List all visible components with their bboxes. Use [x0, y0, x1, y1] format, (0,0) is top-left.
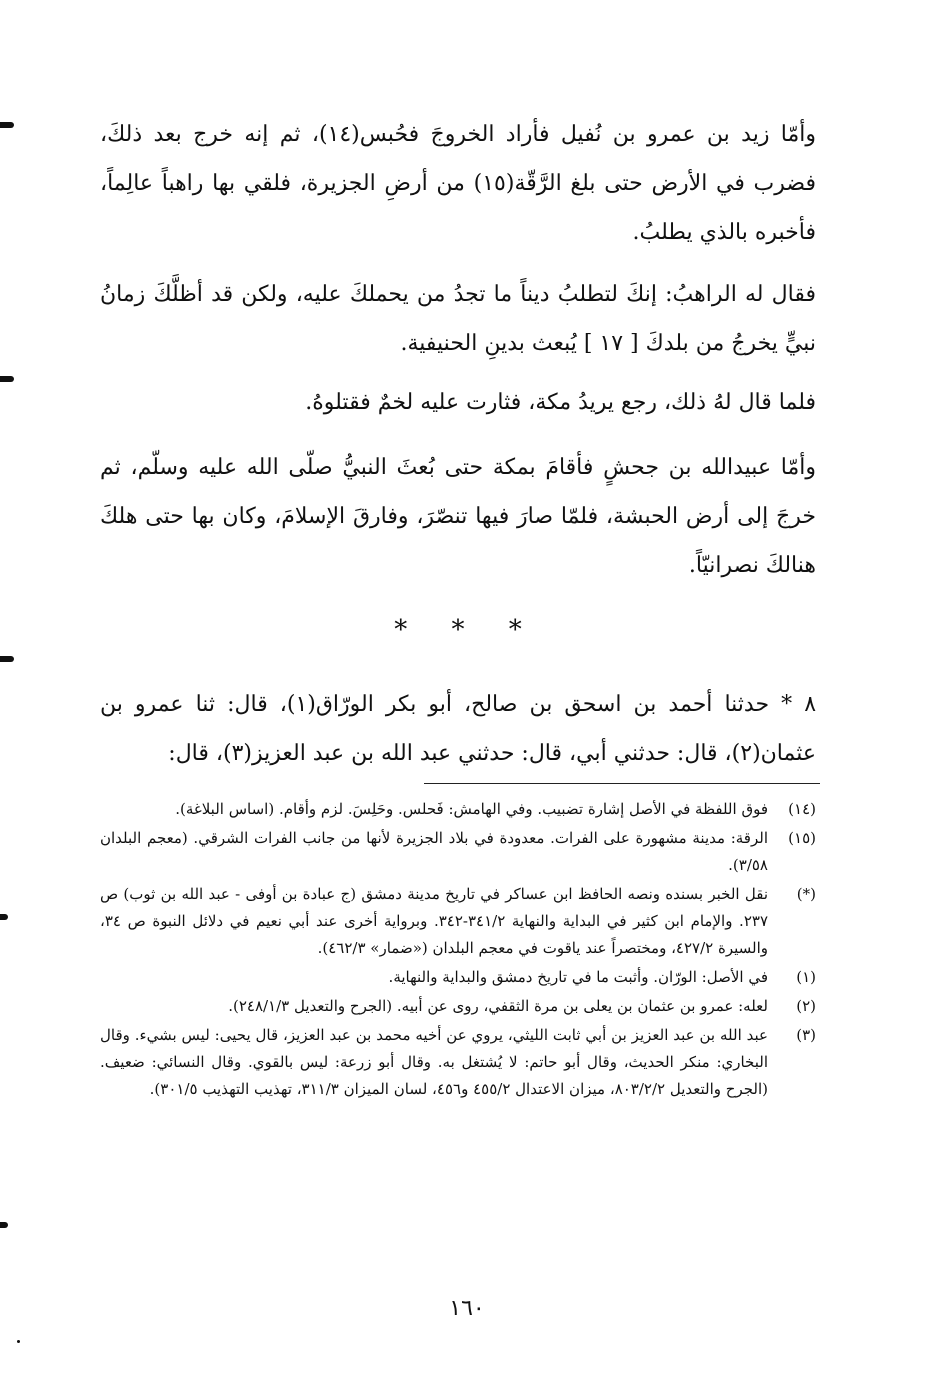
scan-margin-mark	[0, 914, 8, 920]
footnote-number: (١٤)	[788, 800, 816, 818]
paragraph-ubaydullah: وأمّا عبيدالله بن جحشٍ فأقامَ بمكة حتى بُعثَ النبيُّ صلّى الله عليه وسلّم، ثم خرجَ إلى أرض الحبشة، فلمّا صارَ فيها تنصّرَ، وفارقَ الإسلامَ، وكان بها حتى هلكَ هنالكَ نصرانيّاً.	[100, 455, 816, 578]
footnote-text: فوق اللفظة في الأصل إشارة تضبيب. وفي الهامش: فَحلس. وحَلِسَ. لزم وأقام. (اساس البلاغة).	[175, 800, 768, 818]
footnote-item	[100, 796, 816, 823]
footnote-text: في الأصل: الورّان. وأثبت ما في تاريخ دمشق والبداية والنهاية.	[388, 968, 768, 986]
footnote-item	[100, 993, 816, 1020]
footnote-text: عبد الله بن عبد العزيز بن أبي ثابت الليثي، يروي عن أخيه محمد بن عبد العزيز، قال يحيى: ليس بشيء. وقال البخاري: منكر الحديث، وقال أبو حاتم: لا يُشتغل به. وقال أبو زرعة: ليس بالقوي. وقال النسائي: ضعيف. (الجرح والتعديل ٨٠٣/٢/٢، ميزان الاعتدال ٤٥٥/٢ و٤٥٦، لسان الميزان ٣١١/٣، تهذيب التهذيب ٣٠١/٥).	[100, 1026, 768, 1098]
scan-margin-dot	[17, 1340, 20, 1343]
scan-margin-mark	[0, 656, 14, 662]
body-text-block	[100, 443, 816, 590]
paragraph-monk: فقال له الراهبُ: إنكَ لتطلبُ ديناً ما تجدُ من يحملكَ عليه، ولكن قد أظلَّكَ زمانُ نبيٍّ يخرجُ من بلدكَ [ ١٧ ] يُبعث بدينِ الحنيفية.	[100, 282, 816, 356]
footnote-text: الرقة: مدينة مشهورة على الفرات. معدودة في بلاد الجزيرة لأنها من جانب الفرات الشرقي. (معجم البلدان ٣/٥٨).	[100, 829, 768, 874]
footnote-item	[100, 964, 816, 991]
footnote-number: (١٥)	[788, 829, 816, 847]
footnotes-section	[100, 796, 816, 1105]
body-text-block	[100, 110, 816, 257]
footnote-text: نقل الخبر بسنده ونصه الحافظ ابن عساكر في تاريخ مدينة دمشق (ج عبادة بن أوفى - عبد الله بن ثوب) ص ٢٣٧. والإمام ابن كثير في البداية والنهاية ٣٤١/٢-٣٤٢. وبرواية أخرى عند أبي نعيم في دلائل النبوة ص ٣٤، والسيرة ٤٢٧/٢، ومختصراً عند ياقوت في معجم البلدان («ضمار» ٤٦٢/٣).	[100, 885, 768, 957]
footnote-text: لعله: عمرو بن عثمان بن يعلى بن مرة الثقفي، روى عن أبيه. (الجرح والتعديل ٢٤٨/١/٣).	[228, 997, 768, 1015]
footnote-number: (*)	[796, 885, 816, 903]
paragraph-hadith-8: ٨ * حدثنا أحمد بن اسحق بن صالح، أبو بكر الورّاق(١)، قال: ثنا عمرو بن عثمان(٢)، قال: حدثني أبي، قال: حدثني عبد الله بن عبد العزيز(٣)، قال:	[100, 692, 817, 766]
footnote-item	[100, 881, 816, 962]
footnote-number: (١)	[796, 968, 816, 986]
footnote-number: (٢)	[796, 997, 816, 1015]
body-text-block	[100, 680, 816, 778]
scan-margin-mark	[0, 1222, 8, 1228]
footnote-item	[100, 825, 816, 879]
body-text-block	[100, 270, 816, 368]
footnote-divider	[424, 783, 820, 784]
section-separator: * * *	[394, 615, 540, 645]
paragraph-zayd: وأمّا زيد بن عمرو بن نُفيل فأراد الخروجَ فحُبس(١٤)، ثم إنه خرج بعد ذلكَ، فضرب في الأرض حتى بلغ الرَّقّة(١٥) من أرضِ الجزيرة، فلقي بها راهباً عالِماً، فأخبره بالذي يطلبُ.	[100, 122, 816, 245]
body-text-block	[100, 378, 816, 427]
footnote-number: (٣)	[796, 1026, 816, 1044]
scan-margin-mark	[0, 376, 14, 382]
page-number: ١٦٠	[449, 1296, 485, 1321]
footnote-item	[100, 1022, 816, 1103]
scan-margin-mark	[0, 122, 14, 128]
paragraph-return-mecca: فلما قال لهُ ذلك، رجع يريدُ مكة، فثارت عليه لخمٌ فقتلوهُ.	[305, 390, 816, 415]
